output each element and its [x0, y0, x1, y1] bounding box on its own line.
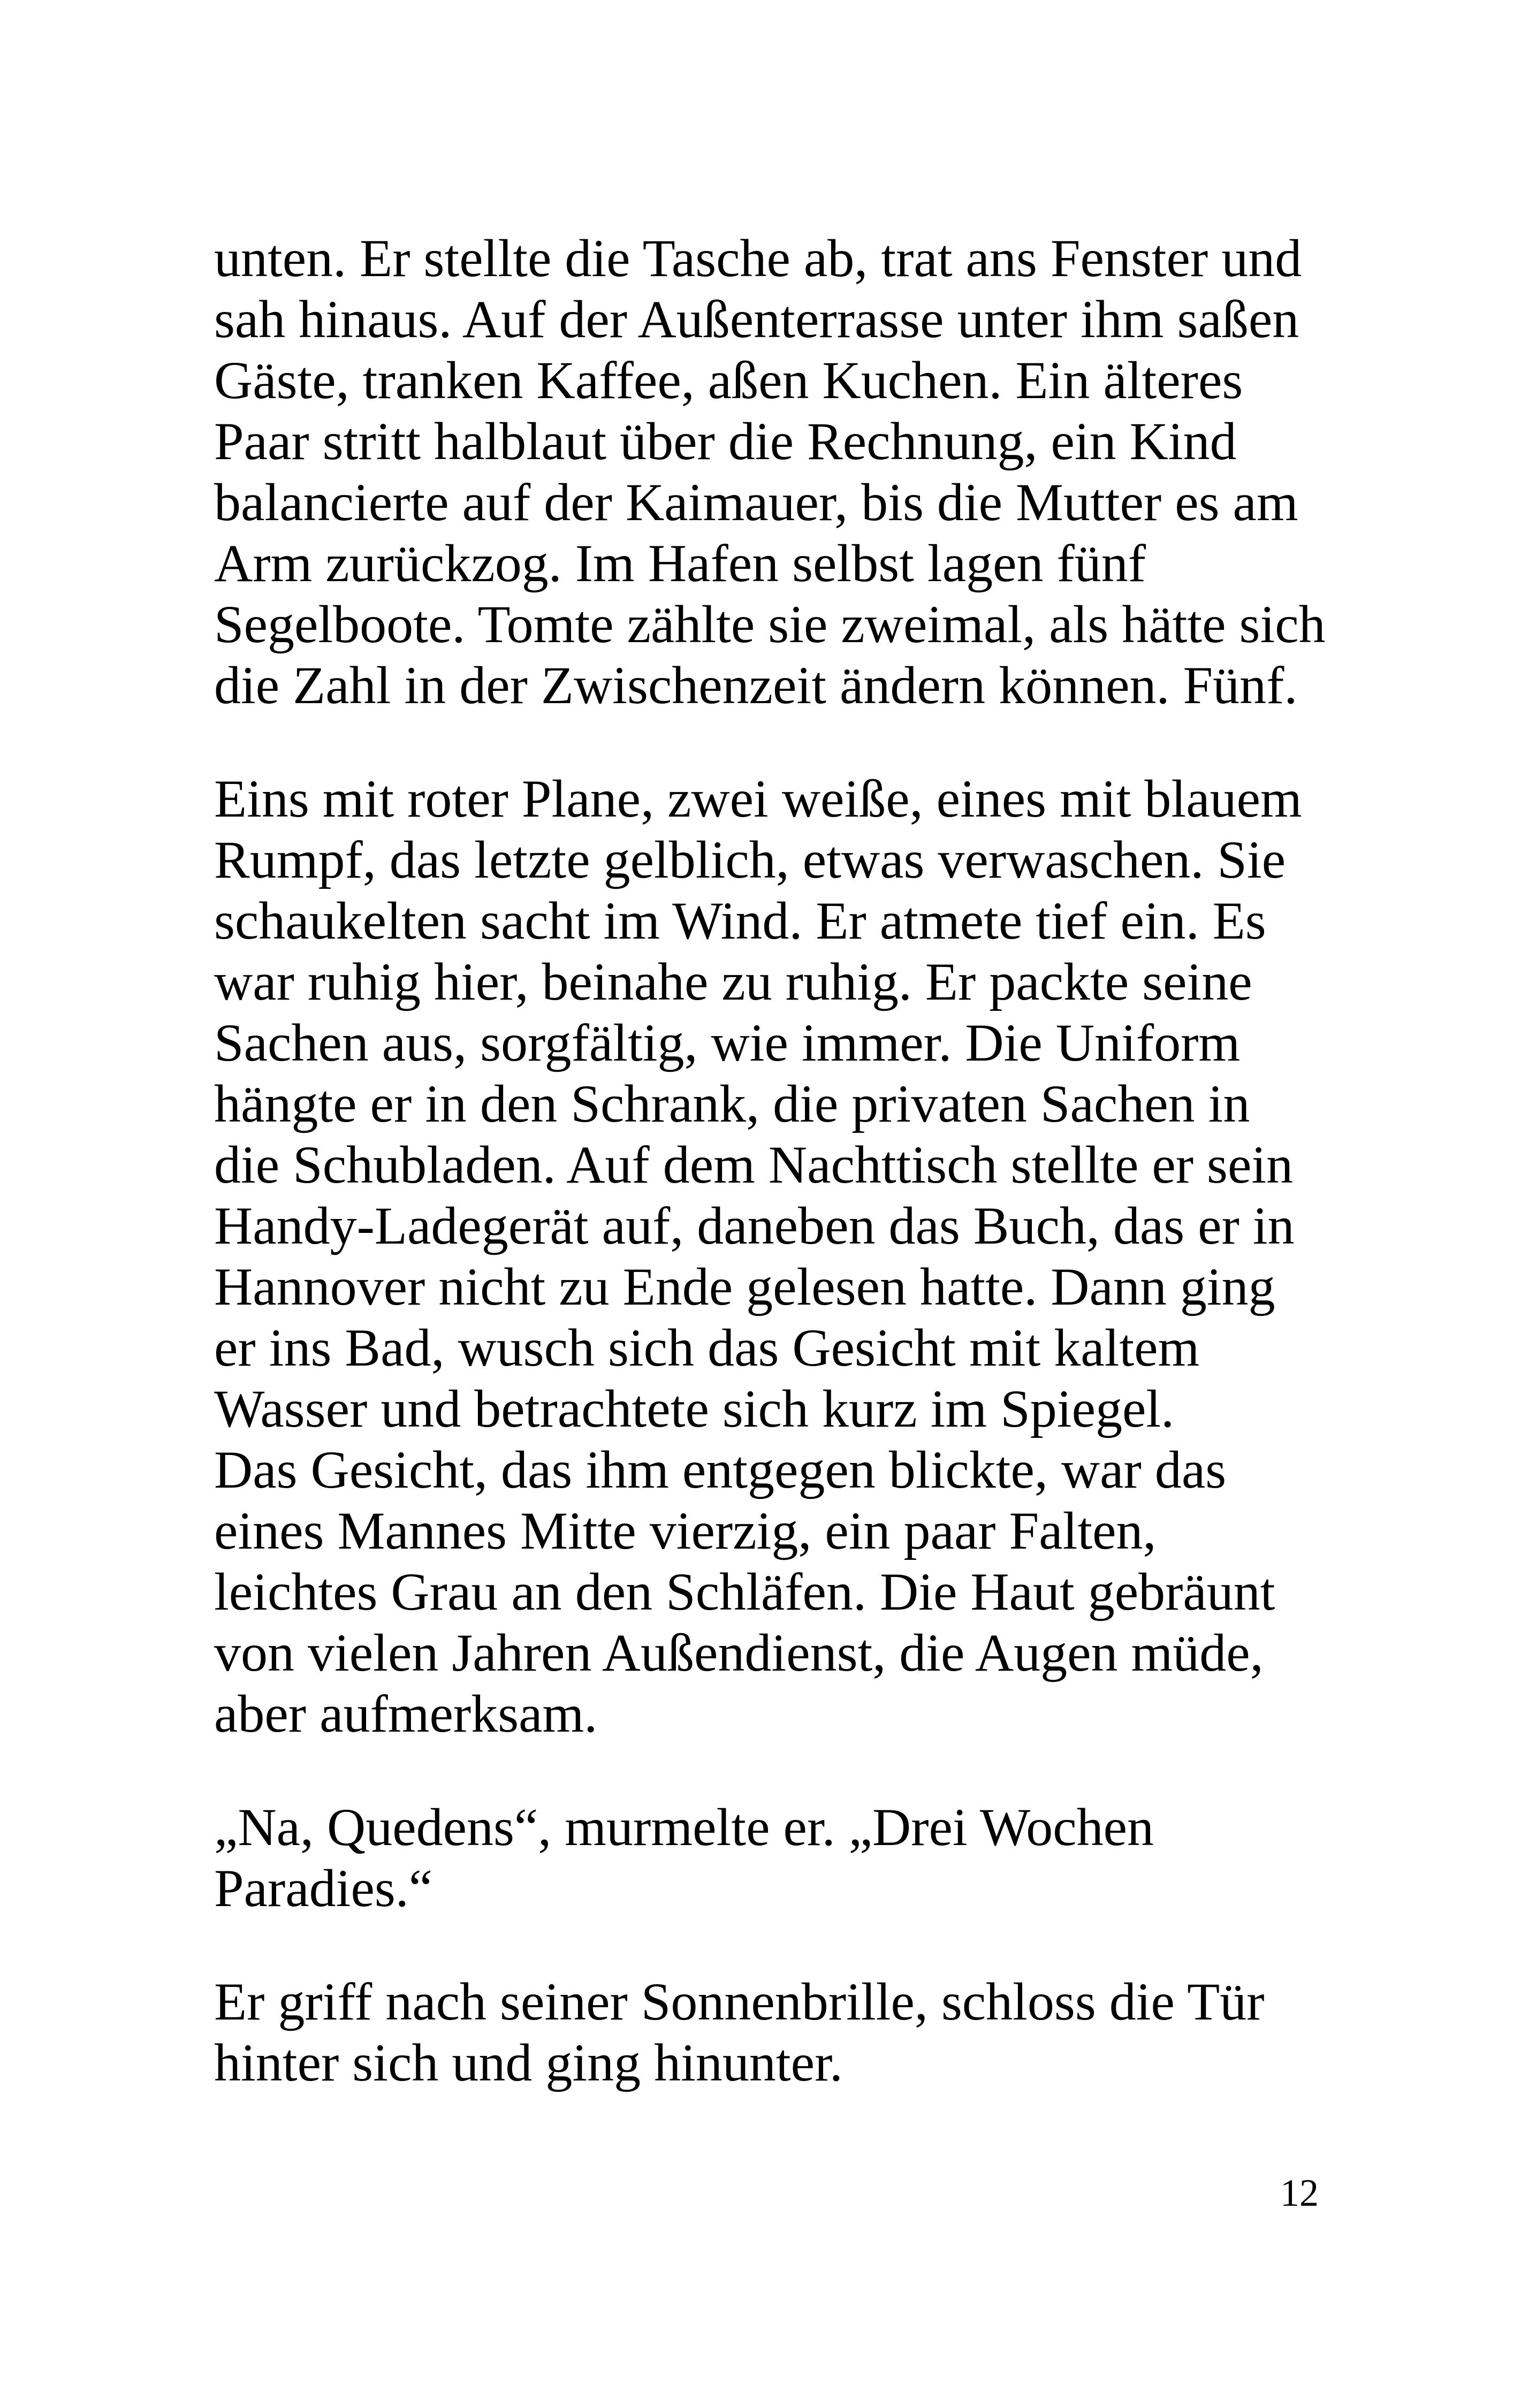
page-number: 12	[1280, 2171, 1319, 2214]
text-line: „Na, Quedens“, murmelte er. „Drei Wochen	[214, 1797, 1154, 1857]
text-line: Hannover nicht zu Ende gelesen hatte. Dann ging	[214, 1257, 1275, 1316]
text-line: war ruhig hier, beinahe zu ruhig. Er packte seine	[214, 952, 1252, 1011]
text-line: balancierte auf der Kaimauer, bis die Mutter es am	[214, 473, 1298, 532]
text-line: eines Mannes Mitte vierzig, ein paar Falten,	[214, 1501, 1157, 1560]
text-line: Er griff nach seiner Sonnenbrille, schloss die Tür	[214, 1972, 1265, 2031]
paragraph-spacer	[214, 1919, 1349, 1971]
text-line: Das Gesicht, das ihm entgegen blickte, war das	[214, 1440, 1227, 1499]
text-line: Sachen aus, sorgfältig, wie immer. Die Uniform	[214, 1013, 1241, 1072]
text-line: Wasser und betrachtete sich kurz im Spiegel.	[214, 1379, 1175, 1438]
text-line: unten. Er stellte die Tasche ab, trat ans Fenster und	[214, 228, 1302, 288]
text-line: Eins mit roter Plane, zwei weiße, eines mit blauem	[214, 769, 1302, 828]
text-line: Paar stritt halblaut über die Rechnung, ein Kind	[214, 412, 1237, 471]
paragraph-spacer	[214, 716, 1349, 768]
text-line: sah hinaus. Auf der Außenterrasse unter ihm saßen	[214, 289, 1299, 349]
text-line: von vielen Jahren Außendienst, die Augen müde,	[214, 1623, 1264, 1682]
text-line: hängte er in den Schrank, die privaten Sachen in	[214, 1074, 1250, 1133]
text-line: aber aufmerksam.	[214, 1684, 598, 1743]
text-line: die Zahl in der Zwischenzeit ändern können. Fünf.	[214, 656, 1298, 715]
text-line: hinter sich und ging hinunter.	[214, 2033, 843, 2092]
paragraph-1	[214, 228, 1349, 716]
text-line: Segelboote. Tomte zählte sie zweimal, als hätte sich	[214, 595, 1326, 654]
text-line: Gäste, tranken Kaffee, aßen Kuchen. Ein älteres	[214, 350, 1243, 410]
text-line: leichtes Grau an den Schläfen. Die Haut gebräunt	[214, 1562, 1275, 1621]
text-line: er ins Bad, wusch sich das Gesicht mit kaltem	[214, 1318, 1200, 1377]
body-text	[214, 228, 1349, 2093]
text-line: die Schubladen. Auf dem Nachttisch stellte er sein	[214, 1135, 1294, 1194]
text-line: schaukelten sacht im Wind. Er atmete tief ein. Es	[214, 891, 1266, 950]
paragraph-4	[214, 1971, 1349, 2093]
text-line: Rumpf, das letzte gelblich, etwas verwaschen. Sie	[214, 830, 1286, 889]
text-line: Arm zurückzog. Im Hafen selbst lagen fünf	[214, 534, 1146, 593]
paragraph-2	[214, 768, 1349, 1744]
text-line: Handy-Ladegerät auf, daneben das Buch, das er in	[214, 1196, 1295, 1255]
paragraph-3	[214, 1797, 1349, 1919]
paragraph-spacer	[214, 1744, 1349, 1797]
text-line: Paradies.“	[214, 1858, 433, 1918]
